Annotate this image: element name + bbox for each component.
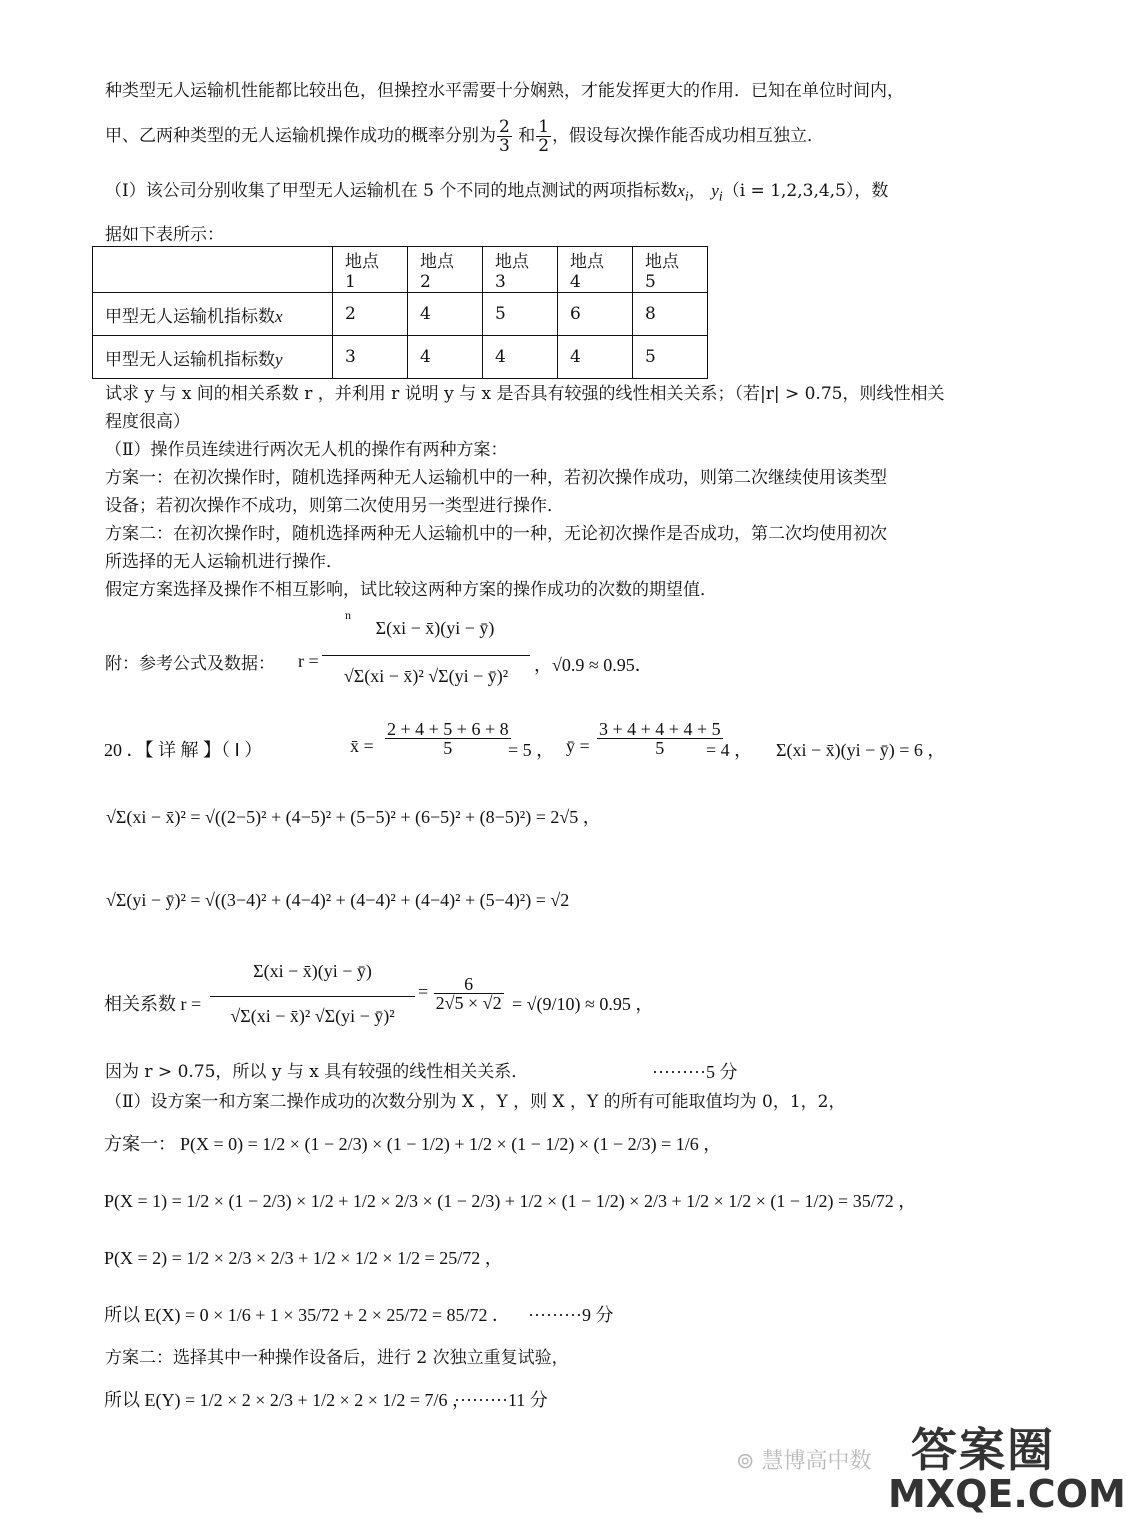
formula-fraction-bar: [322, 655, 530, 656]
intro-line-2: 甲、乙两种类型的无人运输机操作成功的概率分别为 $\frac{2}{3}$ 和 $\frac{1}{2}$ ，假设每次操作能否成功相互独立．: [105, 117, 825, 156]
table-row-label: 甲型无人运输机指标数x: [93, 293, 333, 336]
score-5: ·········5 分: [652, 1062, 738, 1082]
assumption-line: 假定方案选择及操作不相互影响，试比较这两种方案的操作成功的次数的期望值．: [105, 580, 717, 600]
table-header-cell: 地点 5: [633, 247, 708, 293]
r-denominator: √Σ(xi − x̄)² √Σ(yi − ȳ)²: [230, 1006, 395, 1026]
px2-eq: P(X = 2) = 1/2 × 2/3 × 2/3 + 1/2 × 1/2 × 1/2 = 25/72 ，: [104, 1248, 503, 1268]
sxy-eq: Σ(xi − x̄)(yi − ȳ) = 6 ，: [776, 740, 946, 760]
table-cell: 5: [483, 293, 558, 336]
plan1-line-1: 方案一：在初次操作时，随机选择两种无人运输机中的一种，若初次操作成功，则第二次继续使用该类型: [105, 468, 887, 488]
table-row: [93, 336, 708, 379]
xbar-fraction: $\frac{2 + 4 + 5 + 6 + 8}{5}$: [387, 719, 509, 758]
table-header-row: [93, 247, 708, 293]
question-line-1: 试求 y 与 x 间的相关系数 r ，并利用 r 说明 y 与 x 是否具有较强的线性相关关系；（若|r| > 0.75，则线性相关: [105, 384, 945, 404]
formula-data: ，√0.9 ≈ 0.95．: [534, 655, 653, 675]
question-line-2: 程度很高）: [105, 412, 190, 432]
formula-r-eq: r =: [298, 651, 319, 671]
table-corner-cell: [93, 247, 333, 293]
table-cell: 2: [333, 293, 408, 336]
ybar-result: = 4 ，: [706, 740, 753, 760]
table-cell: 5: [633, 336, 708, 379]
plan1-label: 方案一：: [104, 1134, 176, 1154]
r-numerator: Σ(xi − x̄)(yi − ȳ): [253, 961, 372, 981]
table-cell: 6: [558, 293, 633, 336]
table-row: [93, 293, 708, 336]
r-middle: = $\frac{6}{2√5 \times √2}$: [418, 974, 502, 1013]
sxx-eq: √Σ(xi − x̄)² = √((2−5)² + (4−5)² + (5−5)² + (6−5)² + (8−5)²) = 2√5 ，: [106, 807, 601, 827]
r-tail: = √(9/10) ≈ 0.95 ，: [512, 994, 654, 1014]
formula-sum-top: n: [345, 608, 351, 622]
xbar-result: = 5 ，: [508, 740, 555, 760]
table-header-cell: 地点 4: [558, 247, 633, 293]
because-line: 因为 r > 0.75，所以 y 与 x 具有较强的线性相关关系．: [105, 1062, 529, 1082]
score-9: ·········9 分: [528, 1305, 614, 1325]
part2-solution-intro: （Ⅱ）设方案一和方案二操作成功的次数分别为 X ，Y ，则 X ，Y 的所有可能取值均为 0，1，2，: [105, 1092, 846, 1112]
plan2-line-1: 方案二：在初次操作时，随机选择两种无人运输机中的一种，无论初次操作是否成功，第二次均使用初次: [105, 524, 887, 544]
table-cell: 4: [408, 293, 483, 336]
table-row-label: 甲型无人运输机指标数y: [93, 336, 333, 379]
ex-eq: 所以 E(X) = 0 × 1/6 + 1 × 35/72 + 2 × 25/72 = 85/72 ．: [104, 1305, 511, 1325]
px0-eq: P(X = 0) = 1/2 × (1 − 2/3) × (1 − 1/2) + 1/2 × (1 − 1/2) × (1 − 2/3) = 1/6 ，: [180, 1134, 722, 1154]
table-header-cell: 地点 3: [483, 247, 558, 293]
r-label: 相关系数 r =: [104, 994, 202, 1014]
syy-eq: √Σ(yi − ȳ)² = √((3−4)² + (4−4)² + (4−4)² + (4−4)² + (5−4)²) = √2: [106, 890, 570, 910]
intro-line-1: 种类型无人运输机性能都比较出色，但操控水平需要十分娴熟，才能发挥更大的作用．已知在单位时间内，: [105, 81, 904, 101]
solution-heading: 20 ．【 详 解 】（ Ⅰ ）: [104, 740, 263, 760]
table-cell: 4: [558, 336, 633, 379]
score-11: ·········11 分: [454, 1390, 548, 1410]
table-cell: 4: [483, 336, 558, 379]
table-header-cell: 地点 1: [333, 247, 408, 293]
plan1-line-2: 设备；若初次操作不成功，则第二次使用另一类型进行操作．: [105, 496, 564, 516]
part1-line-2: 据如下表所示：: [105, 225, 224, 245]
data-table: [92, 246, 708, 379]
px1-eq: P(X = 1) = 1/2 × (1 − 2/3) × 1/2 + 1/2 × 2/3 × (1 − 2/3) + 1/2 × (1 − 1/2) × 2/3 + 1/2 × 1/2 × (1 − 1/2) = 35/72 ，: [104, 1191, 917, 1211]
logo-bottom-text: MXQE.COM: [888, 1472, 1126, 1516]
site-logo: [888, 1410, 1126, 1522]
formula-numerator: Σ(xi − x̄)(yi − ȳ): [375, 618, 495, 638]
table-cell: 8: [633, 293, 708, 336]
plan2-line-2: 所选择的无人运输机进行操作．: [105, 552, 343, 572]
wechat-watermark: ⊚ 慧博高中数: [736, 1449, 872, 1474]
ybar-fraction: $\frac{3 + 4 + 4 + 4 + 5}{5}$: [599, 719, 721, 758]
part1-line: （Ⅰ）该公司分别收集了甲型无人运输机在 5 个不同的地点测试的两项指标数$x_i$， $y_i(i = 1,2,3,4,5)$，数: [105, 181, 889, 205]
table-header-cell: 地点 2: [408, 247, 483, 293]
r-fraction-bar: [210, 996, 415, 997]
ey-eq: 所以 E(Y) = 1/2 × 2 × 2/3 + 1/2 × 2 × 1/2 = 7/6 ，: [104, 1390, 471, 1410]
plan2-solution: 方案二：选择其中一种操作设备后，进行 2 次独立重复试验，: [105, 1348, 569, 1368]
table-cell: 4: [408, 336, 483, 379]
formula-label: 附：参考公式及数据：: [105, 654, 275, 674]
logo-top-text: 答案圈: [911, 1423, 1055, 1477]
ybar-eq: ȳ =: [566, 736, 590, 756]
part2-heading: （Ⅱ）操作员连续进行两次无人机的操作有两种方案：: [105, 440, 508, 460]
table-cell: 3: [333, 336, 408, 379]
formula-denominator: √Σ(xi − x̄)² √Σ(yi − ȳ)²: [343, 666, 509, 686]
xbar-eq: x̄ =: [350, 736, 374, 756]
